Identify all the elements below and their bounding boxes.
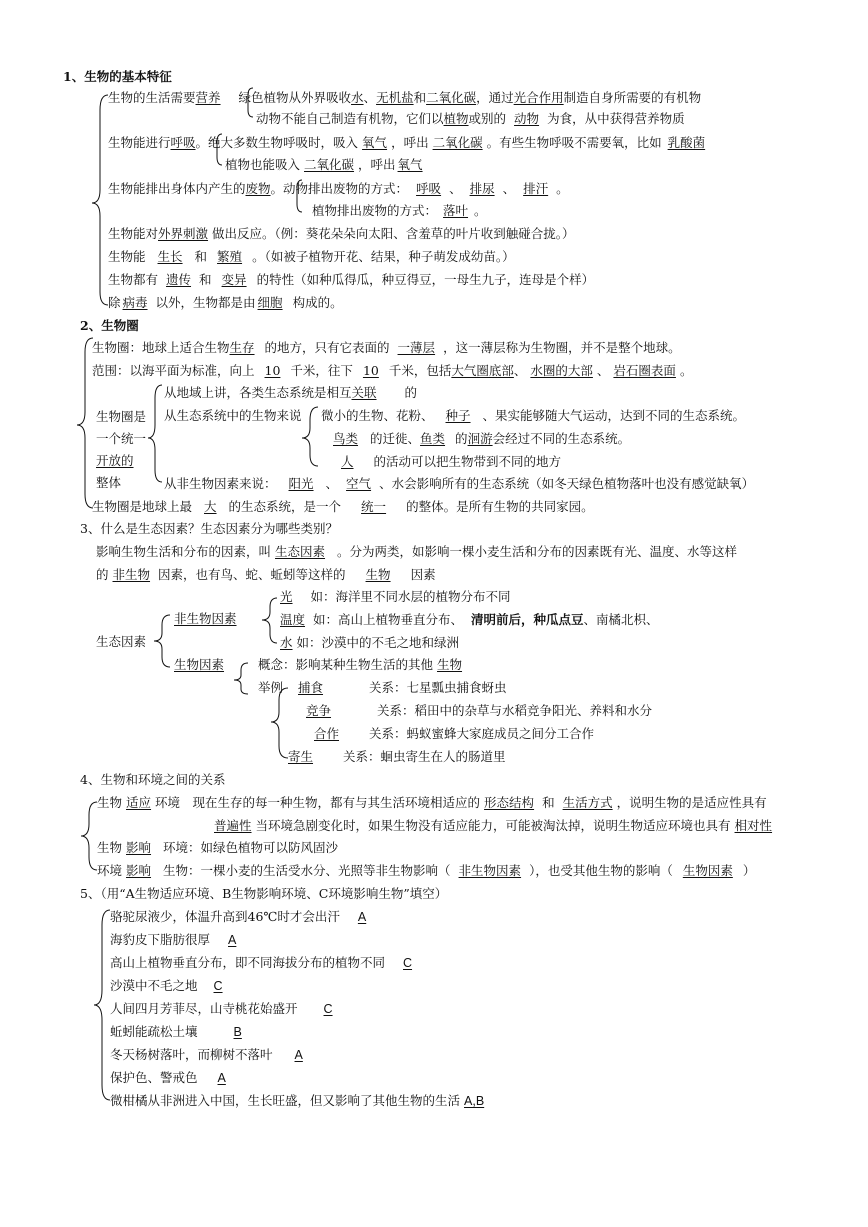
s1-line-respire: 生物能进行呼吸。绝大多数生物呼吸时，吸入 氧气 ，呼出 二氧化碳 。有些生物呼吸不需要氧，比如 乳酸菌 [108, 135, 706, 150]
s3-relation-competition: 竞争 关系：稻田中的杂草与水稻竞争阳光、养料和水分 [306, 703, 653, 718]
s3-water-line: 水 如：沙漠中的不毛之地和绿洲 [280, 635, 460, 650]
s2-line-migration: 鸟类 的迁徙、鱼类 的洄游会经过不同的生态系统。 [333, 431, 631, 446]
brace-s3-example [271, 688, 288, 758]
section-2-title: 2、生物圈 [80, 318, 139, 333]
s1-line-animal: 动物不能自己制造有机物，它们以植物或别的 动物 为食，从中获得营养物质 [256, 111, 685, 126]
s4-line-env-affect: 环境 影响 生物：一棵小麦的生活受水分、光照等非生物影响（ 非生物因素 ），也受其他生物的影响（ 生物因素 ） [97, 863, 756, 878]
brace-s1-main [92, 95, 108, 305]
s2-line-human: 人 的活动可以把生物带到不同的地方 [341, 454, 562, 469]
s1-line-waste: 生物能排出身体内产生的废物。动物排出废物的方式： 呼吸 、 排尿 、 排汗 。 [108, 181, 569, 196]
s5-question-item [110, 909, 394, 925]
s5-answer-blank: A [228, 933, 237, 947]
s5-question-item [110, 1047, 323, 1063]
s5-question-text: 骆驼尿液少，体温升高到46℃时才会出汗 [110, 909, 340, 924]
s4-line-affect-env: 生物 影响 环境：如绿色植物可以防风固沙 [97, 840, 339, 855]
brace-s2-main [77, 338, 93, 508]
s2-line-seeds: 微小的生物、花粉、 种子 、果实能够随大气运动，达到不同的生态系统。 [321, 408, 746, 423]
s2-left-label-1: 生物圈是 [96, 409, 147, 424]
brace-s4 [81, 802, 97, 870]
s2-line-range: 范围：以海平面为标准，向上 10 千米，往下 10 千米，包括大气圈底部、 水圈的大部 、 岩石圈表面 。 [92, 363, 693, 378]
brace-s3-root [154, 615, 170, 667]
s2-line-abiotic: 从非生物因素来说： 阳光 、 空气 、水会影响所有的生态系统（如冬天绿色植物落叶也没有感觉缺氧） [164, 476, 755, 491]
s1-line-heredity: 生物都有 遗传 和 变异 的特性（如种瓜得瓜，种豆得豆，一母生九子，连母是个样） [108, 272, 595, 287]
s5-answer-blank: B [233, 1025, 242, 1039]
s3-abiotic-label: 非生物因素 [174, 611, 237, 626]
section-5-title: 5、（用“A生物适应环境、B生物影响环境、C环境影响生物”填空） [80, 886, 448, 901]
s5-question-text: 沙漠中不毛之地 [110, 978, 198, 993]
s5-question-text: 海豹皮下脂肪很厚 [110, 932, 211, 947]
s4-line-universal: 普遍性 当环境急剧变化时，如果生物没有适应能力，可能被淘汰掉，说明生物适应环境也具有 相对性 [214, 818, 773, 833]
section-1-title: 1、生物的基本特征 [63, 69, 172, 84]
s5-question-item [110, 1001, 355, 1017]
s5-question-text: 保护色、警戒色 [110, 1070, 198, 1085]
s2-line-definition: 生物圈：地球上适合生物生存 的地方，只有它表面的 一薄层 ，这一薄层称为生物圈，并不是整个地球。 [92, 340, 681, 355]
s5-question-text: 蚯蚓能疏松土壤 [110, 1024, 198, 1039]
brace-s3-biotic [234, 663, 248, 694]
s5-question-text: 高山上植物垂直分布，即不同海拔分布的植物不同 [110, 955, 386, 970]
s5-question-text: 人间四月芳菲尽，山寺桃花始盛开 [110, 1001, 298, 1016]
s2-left-label-4: 整体 [96, 475, 122, 490]
s5-answer-blank: A,B [464, 1094, 485, 1108]
s5-question-text: 微柑橘从非洲进入中国，生长旺盛，但又影响了其他生物的生活 [110, 1093, 461, 1108]
s1-line-cell: 除 病毒 以外，生物都是由 细胞 构成的。 [108, 295, 343, 310]
s5-question-item [110, 1070, 252, 1086]
section-4-title: 4、生物和环境之间的关系 [80, 772, 226, 787]
s3-relation-parasitism: 寄生 关系：蛔虫寄生在人的肠道里 [288, 749, 506, 764]
brace-s5 [94, 910, 110, 1100]
s5-question-item [110, 1024, 242, 1040]
s2-line-organism-label: 从生态系统中的生物来说 [164, 408, 302, 423]
section-3-title: 3、什么是生态因素？生态因素分为哪些类别？ [80, 521, 338, 536]
s3-root-label: 生态因素 [96, 634, 147, 649]
s2-line-largest: 生物圈是地球上最 大 的生态系统，是一个 统一 的整体。是所有生物的共同家园。 [92, 499, 594, 514]
s5-answer-blank: C [213, 979, 223, 993]
s3-example-label: 举例 [258, 680, 284, 695]
brace-s2-organism [302, 407, 318, 466]
s1-line-plant-waste: 植物排出废物的方式： 落叶 。 [312, 203, 487, 218]
s1-line-nutrition: 生物的生活需要营养 绿色植物从外界吸收水、无机盐和二氧化碳，通过光合作用制造自身所需要的有机物 [108, 90, 702, 105]
brace-s2-unity [148, 385, 162, 482]
s2-left-label-3: 开放的 [96, 453, 134, 468]
s1-line-growth: 生物能 生长 和 繁殖 。（如被子植物开花、结果，种子萌发成幼苗。） [108, 249, 515, 264]
s3-biotic-label: 生物因素 [174, 657, 225, 672]
s5-question-text: 冬天杨树落叶，而柳树不落叶 [110, 1047, 273, 1062]
s1-line-stimulus: 生物能对外界刺激 做出反应。（例：葵花朵朵向太阳、含羞草的叶片收到触碰合拢。） [108, 226, 575, 241]
s3-line-intro-1: 影响生物生活和分布的因素，叫 生态因素 。分为两类，如影响一棵小麦生活和分布的因素既有光、温度、水等这样 [96, 544, 738, 559]
brace-s3-abiotic [262, 598, 277, 643]
s5-question-item [110, 932, 258, 948]
s2-line-region: 从地域上讲，各类生态系统是相互关联 的 [164, 385, 418, 400]
s5-answer-blank: A [357, 910, 367, 924]
s3-relation-cooperation: 合作 关系：蚂蚁蜜蜂大家庭成员之间分工合作 [314, 726, 595, 741]
s3-temp-line: 温度 如：高山上植物垂直分布、 清明前后，种瓜点豆、南橘北枳、 [280, 612, 659, 627]
s1-line-plant-respire: 植物也能吸入 二氧化碳 ，呼出 氧气 [225, 157, 423, 172]
s5-answer-blank: A [217, 1071, 226, 1085]
s5-answer-blank: C [323, 1002, 333, 1016]
s3-concept-line: 概念：影响某种生物生活的其他 生物 [258, 657, 463, 672]
s3-light-line: 光 如：海洋里不同水层的植物分布不同 [280, 589, 511, 604]
s4-line-adapt: 生物 适应 环境 现在生存的每一种生物，都有与其生活环境相适应的 形态结构 和 生活方式 ，说明生物的是适应性具有 [97, 795, 767, 810]
s5-answer-blank: C [403, 956, 413, 970]
s5-question-item [110, 978, 241, 994]
s5-question-item [110, 955, 430, 971]
s5-question-item [110, 1093, 520, 1109]
s2-left-label-2: 一个统一 [96, 431, 147, 446]
s3-relation-predation: 捕食 关系：七星瓢虫捕食蚜虫 [298, 680, 507, 695]
s5-answer-blank: A [294, 1048, 303, 1062]
s3-line-intro-2: 的 非生物 因素，也有鸟、蛇、蚯蚓等这样的 生物 因素 [96, 567, 436, 582]
